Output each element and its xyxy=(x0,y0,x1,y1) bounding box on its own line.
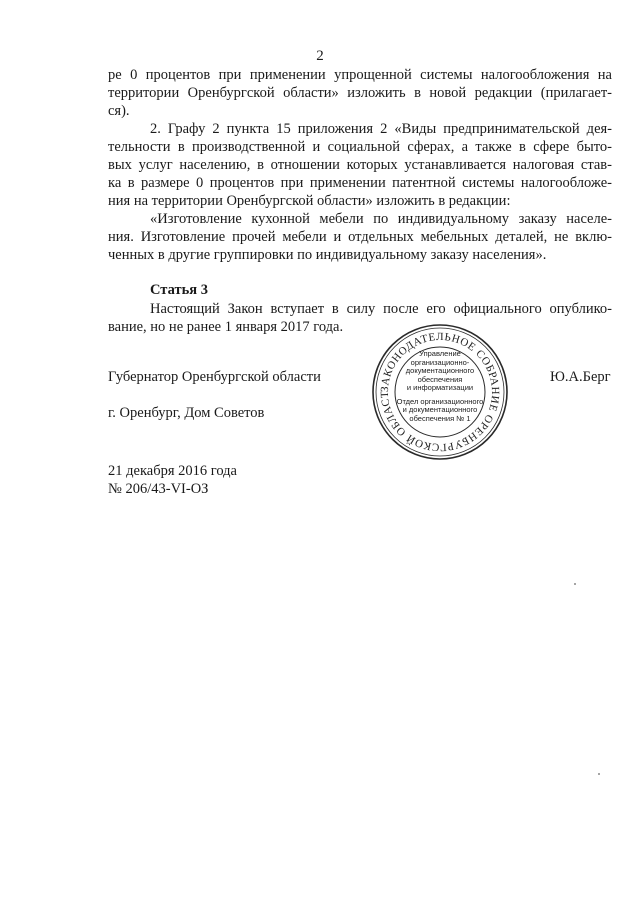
official-seal xyxy=(370,322,510,462)
seal-center-text xyxy=(396,350,484,423)
paragraph-3-line: ния. Изготовление прочей мебели и отдельных мебельных деталей, не вклю- xyxy=(108,229,612,245)
paragraph-2-line: ния на территории Оренбургской области» изложить в редакции: xyxy=(108,193,511,209)
seal-line: организационно- xyxy=(410,357,470,367)
paragraph-2-line: 2. Графу 2 пункта 15 приложения 2 «Виды предпринимательской дея- xyxy=(150,121,612,137)
seal-line: обеспечения № 1 xyxy=(409,413,471,423)
paragraph-2 xyxy=(108,120,612,210)
paragraph-2-line: вых услуг населению, в отношении которых устанавливается налоговая став- xyxy=(108,157,612,173)
paragraph-4 xyxy=(108,300,612,336)
paragraph-1-line: ся). xyxy=(108,103,130,119)
paragraph-2-line: тельности в производственной и социальной сферах, а также в сфере быто- xyxy=(108,139,612,155)
paragraph-4-line: Настоящий Закон вступает в силу после его официального опублико- xyxy=(150,301,612,317)
paragraph-1-line: территории Оренбургской области» изложить в новой редакции (прилагает- xyxy=(108,85,612,101)
paragraph-3 xyxy=(108,210,612,264)
article-title: Статья 3 xyxy=(150,282,208,298)
seal-ring-text: ЗАКОНОДАТЕЛЬНОЕ СОБРАНИЕ ОРЕНБУРГСКОЙ ОБЛАСТ xyxy=(378,330,502,454)
page-number: 2 xyxy=(316,48,324,64)
seal-line: обеспечения xyxy=(417,374,463,384)
signatory-position: Губернатор Оренбургской области xyxy=(108,369,321,385)
paragraph-3-line: ченных в другие группировки по индивидуальному заказу населения». xyxy=(108,247,547,263)
paragraph-2-line: ка в размере 0 процентов при применении патентной системы налогообложе- xyxy=(108,175,612,191)
seal-line: документационного xyxy=(405,366,475,375)
paragraph-3-line: «Изготовление кухонной мебели по индивидуальному заказу населе- xyxy=(150,211,612,227)
signing-date: 21 декабря 2016 года xyxy=(108,463,237,479)
scan-speck xyxy=(598,773,600,775)
paragraph-4-line: вание, но не ранее 1 января 2017 года. xyxy=(108,319,344,335)
paragraph-1-line: ре 0 процентов при применении упрощенной системы налогообложения на xyxy=(108,67,612,83)
paragraph-1 xyxy=(108,66,612,120)
seal-line: и информатизации xyxy=(406,383,474,392)
scan-speck xyxy=(574,583,576,585)
signatory-name: Ю.А.Берг xyxy=(550,369,611,385)
seal-line: Отдел организационного xyxy=(396,396,484,406)
seal-line: и документационного xyxy=(402,405,478,414)
seal-line: Управление xyxy=(419,349,461,358)
law-number: № 206/43-VI-ОЗ xyxy=(108,481,209,497)
signing-place: г. Оренбург, Дом Советов xyxy=(108,405,265,421)
